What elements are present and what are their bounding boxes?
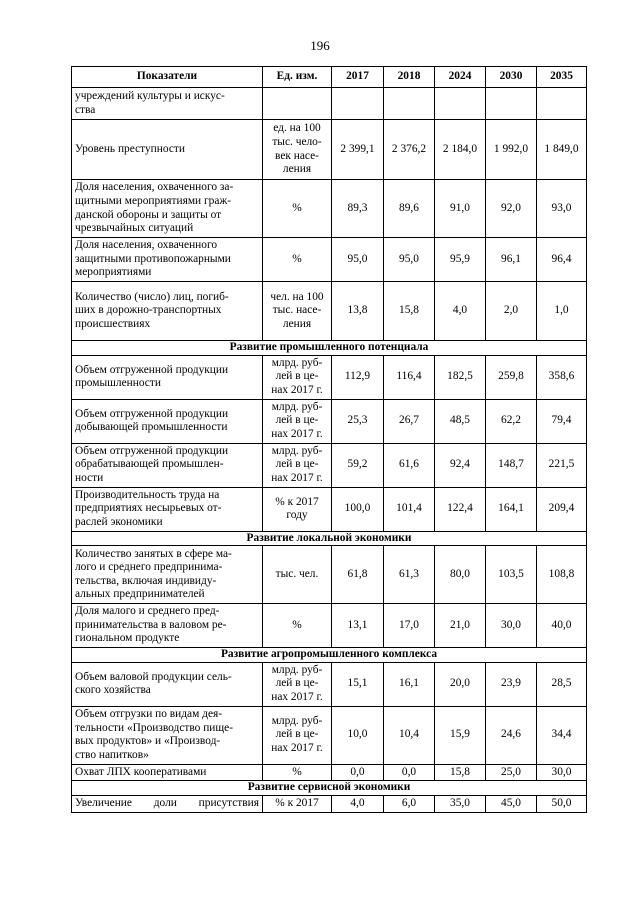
table-row	[72, 662, 587, 706]
value-cell: 148,7	[486, 443, 537, 487]
value-cell: 45,0	[486, 795, 537, 812]
value-cell: 1 992,0	[486, 120, 537, 180]
indicator-cell: Количество занятых в сфере ма- лого и среднего предпринима- тельства, включая индивиду- альных предпринимателей	[72, 546, 263, 604]
table-row	[72, 604, 587, 648]
section-title: Развитие агропромышленного комплекса	[72, 648, 587, 663]
value-cell	[435, 88, 486, 120]
value-cell: 26,7	[384, 399, 435, 443]
indicators-table	[71, 66, 587, 813]
indicator-cell: Объем отгруженной продукции промышленности	[72, 355, 263, 399]
indicator-cell: Объем валовой продукции сель- ского хозяйства	[72, 662, 263, 706]
value-cell: 221,5	[537, 443, 587, 487]
value-cell: 2 399,1	[332, 120, 384, 180]
table-row	[72, 764, 587, 781]
value-cell	[332, 88, 384, 120]
section-header-row	[72, 531, 587, 546]
value-cell: 25,0	[486, 764, 537, 781]
value-cell: 15,8	[384, 282, 435, 341]
value-cell: 116,4	[384, 355, 435, 399]
value-cell: 96,4	[537, 238, 587, 282]
section-title: Развитие сервисной экономики	[72, 781, 587, 796]
value-cell: 122,4	[435, 487, 486, 531]
value-cell: 13,8	[332, 282, 384, 341]
value-cell: 89,3	[332, 180, 384, 238]
value-cell: 112,9	[332, 355, 384, 399]
table-row	[72, 399, 587, 443]
value-cell: 79,4	[537, 399, 587, 443]
unit-cell: % к 2017	[263, 795, 332, 812]
table-row	[72, 180, 587, 238]
value-cell: 30,0	[486, 604, 537, 648]
value-cell: 182,5	[435, 355, 486, 399]
table-row	[72, 355, 587, 399]
value-cell: 28,5	[537, 662, 587, 706]
value-cell	[537, 88, 587, 120]
value-cell: 61,6	[384, 443, 435, 487]
indicator-cell: Охват ЛПХ кооперативами	[72, 764, 263, 781]
value-cell: 61,3	[384, 546, 435, 604]
value-cell: 89,6	[384, 180, 435, 238]
value-cell: 91,0	[435, 180, 486, 238]
value-cell: 48,5	[435, 399, 486, 443]
section-title: Развитие локальной экономики	[72, 531, 587, 546]
value-cell: 164,1	[486, 487, 537, 531]
value-cell: 93,0	[537, 180, 587, 238]
header-2030: 2030	[486, 67, 537, 88]
table-row	[72, 487, 587, 531]
value-cell: 23,9	[486, 662, 537, 706]
value-cell: 358,6	[537, 355, 587, 399]
table-row	[72, 706, 587, 764]
value-cell	[486, 88, 537, 120]
value-cell: 4,0	[332, 795, 384, 812]
table-row	[72, 88, 587, 120]
unit-cell: млрд. руб- лей в це- нах 2017 г.	[263, 662, 332, 706]
indicator-cell: Производительность труда на предприятиях несырьевых от- раслей экономики	[72, 487, 263, 531]
value-cell: 15,1	[332, 662, 384, 706]
value-cell: 0,0	[384, 764, 435, 781]
value-cell: 15,8	[435, 764, 486, 781]
unit-cell: тыс. чел.	[263, 546, 332, 604]
value-cell: 95,0	[332, 238, 384, 282]
header-indicators: Показатели	[72, 67, 263, 88]
unit-cell: млрд. руб- лей в це- нах 2017 г.	[263, 706, 332, 764]
indicator-cell: Доля населения, охваченного защитными противопожарными мероприятиями	[72, 238, 263, 282]
value-cell: 259,8	[486, 355, 537, 399]
header-unit: Ед. изм.	[263, 67, 332, 88]
indicator-cell: Доля населения, охваченного за- щитными мероприятиями граж- данской обороны и защиты от чрезвычайных ситуаций	[72, 180, 263, 238]
header-2017: 2017	[332, 67, 384, 88]
unit-cell: % к 2017 году	[263, 487, 332, 531]
value-cell: 25,3	[332, 399, 384, 443]
page-number: 196	[310, 38, 330, 53]
value-cell: 10,0	[332, 706, 384, 764]
indicator-cell: Увеличение доли присутствия	[72, 795, 263, 812]
value-cell: 40,0	[537, 604, 587, 648]
value-cell: 1 849,0	[537, 120, 587, 180]
indicator-cell: Объем отгруженной продукции добывающей промышленности	[72, 399, 263, 443]
value-cell: 50,0	[537, 795, 587, 812]
table-row	[72, 443, 587, 487]
value-cell: 21,0	[435, 604, 486, 648]
unit-cell: ед. на 100 тыс. чело- век насе- ления	[263, 120, 332, 180]
section-header-row	[72, 781, 587, 796]
unit-cell: %	[263, 604, 332, 648]
value-cell: 1,0	[537, 282, 587, 341]
indicator-cell: учреждений культуры и искус- ства	[72, 88, 263, 120]
indicator-cell: Уровень преступности	[72, 120, 263, 180]
value-cell: 15,9	[435, 706, 486, 764]
indicator-cell: Доля малого и среднего пред- принимательства в валовом ре- гиональном продукте	[72, 604, 263, 648]
value-cell: 92,4	[435, 443, 486, 487]
value-cell: 61,8	[332, 546, 384, 604]
indicator-cell: Количество (число) лиц, погиб- ших в дорожно-транспортных происшествиях	[72, 282, 263, 341]
unit-cell: %	[263, 238, 332, 282]
value-cell: 13,1	[332, 604, 384, 648]
value-cell: 62,2	[486, 399, 537, 443]
unit-cell: чел. на 100 тыс. насе- ления	[263, 282, 332, 341]
table-row	[72, 238, 587, 282]
header-2035: 2035	[537, 67, 587, 88]
value-cell: 34,4	[537, 706, 587, 764]
value-cell: 59,2	[332, 443, 384, 487]
unit-cell: млрд. руб- лей в це- нах 2017 г.	[263, 443, 332, 487]
value-cell: 103,5	[486, 546, 537, 604]
table-row	[72, 282, 587, 341]
value-cell: 10,4	[384, 706, 435, 764]
value-cell: 95,9	[435, 238, 486, 282]
header-2024: 2024	[435, 67, 486, 88]
value-cell	[384, 88, 435, 120]
value-cell: 95,0	[384, 238, 435, 282]
table-row	[72, 546, 587, 604]
header-2018: 2018	[384, 67, 435, 88]
value-cell: 209,4	[537, 487, 587, 531]
value-cell: 20,0	[435, 662, 486, 706]
value-cell: 2 184,0	[435, 120, 486, 180]
value-cell: 92,0	[486, 180, 537, 238]
table-row	[72, 795, 587, 812]
value-cell: 16,1	[384, 662, 435, 706]
indicator-cell: Объем отгруженной продукции обрабатывающей промышлен- ности	[72, 443, 263, 487]
value-cell: 4,0	[435, 282, 486, 341]
section-header-row	[72, 341, 587, 356]
value-cell: 17,0	[384, 604, 435, 648]
value-cell: 2,0	[486, 282, 537, 341]
unit-cell: млрд. руб- лей в це- нах 2017 г.	[263, 399, 332, 443]
value-cell: 2 376,2	[384, 120, 435, 180]
value-cell: 108,8	[537, 546, 587, 604]
value-cell: 24,6	[486, 706, 537, 764]
section-header-row	[72, 648, 587, 663]
value-cell: 35,0	[435, 795, 486, 812]
value-cell: 80,0	[435, 546, 486, 604]
unit-cell: млрд. руб- лей в це- нах 2017 г.	[263, 355, 332, 399]
table-body	[72, 88, 587, 813]
unit-cell	[263, 88, 332, 120]
value-cell: 101,4	[384, 487, 435, 531]
section-title: Развитие промышленного потенциала	[72, 341, 587, 356]
unit-cell: %	[263, 180, 332, 238]
indicator-cell: Объем отгрузки по видам дея- тельности «Производство пище- вых продуктов» и «Производ- ство напитков»	[72, 706, 263, 764]
value-cell: 30,0	[537, 764, 587, 781]
value-cell: 6,0	[384, 795, 435, 812]
unit-cell: %	[263, 764, 332, 781]
value-cell: 100,0	[332, 487, 384, 531]
table-header-row	[72, 67, 587, 88]
value-cell: 96,1	[486, 238, 537, 282]
table-row	[72, 120, 587, 180]
value-cell: 0,0	[332, 764, 384, 781]
